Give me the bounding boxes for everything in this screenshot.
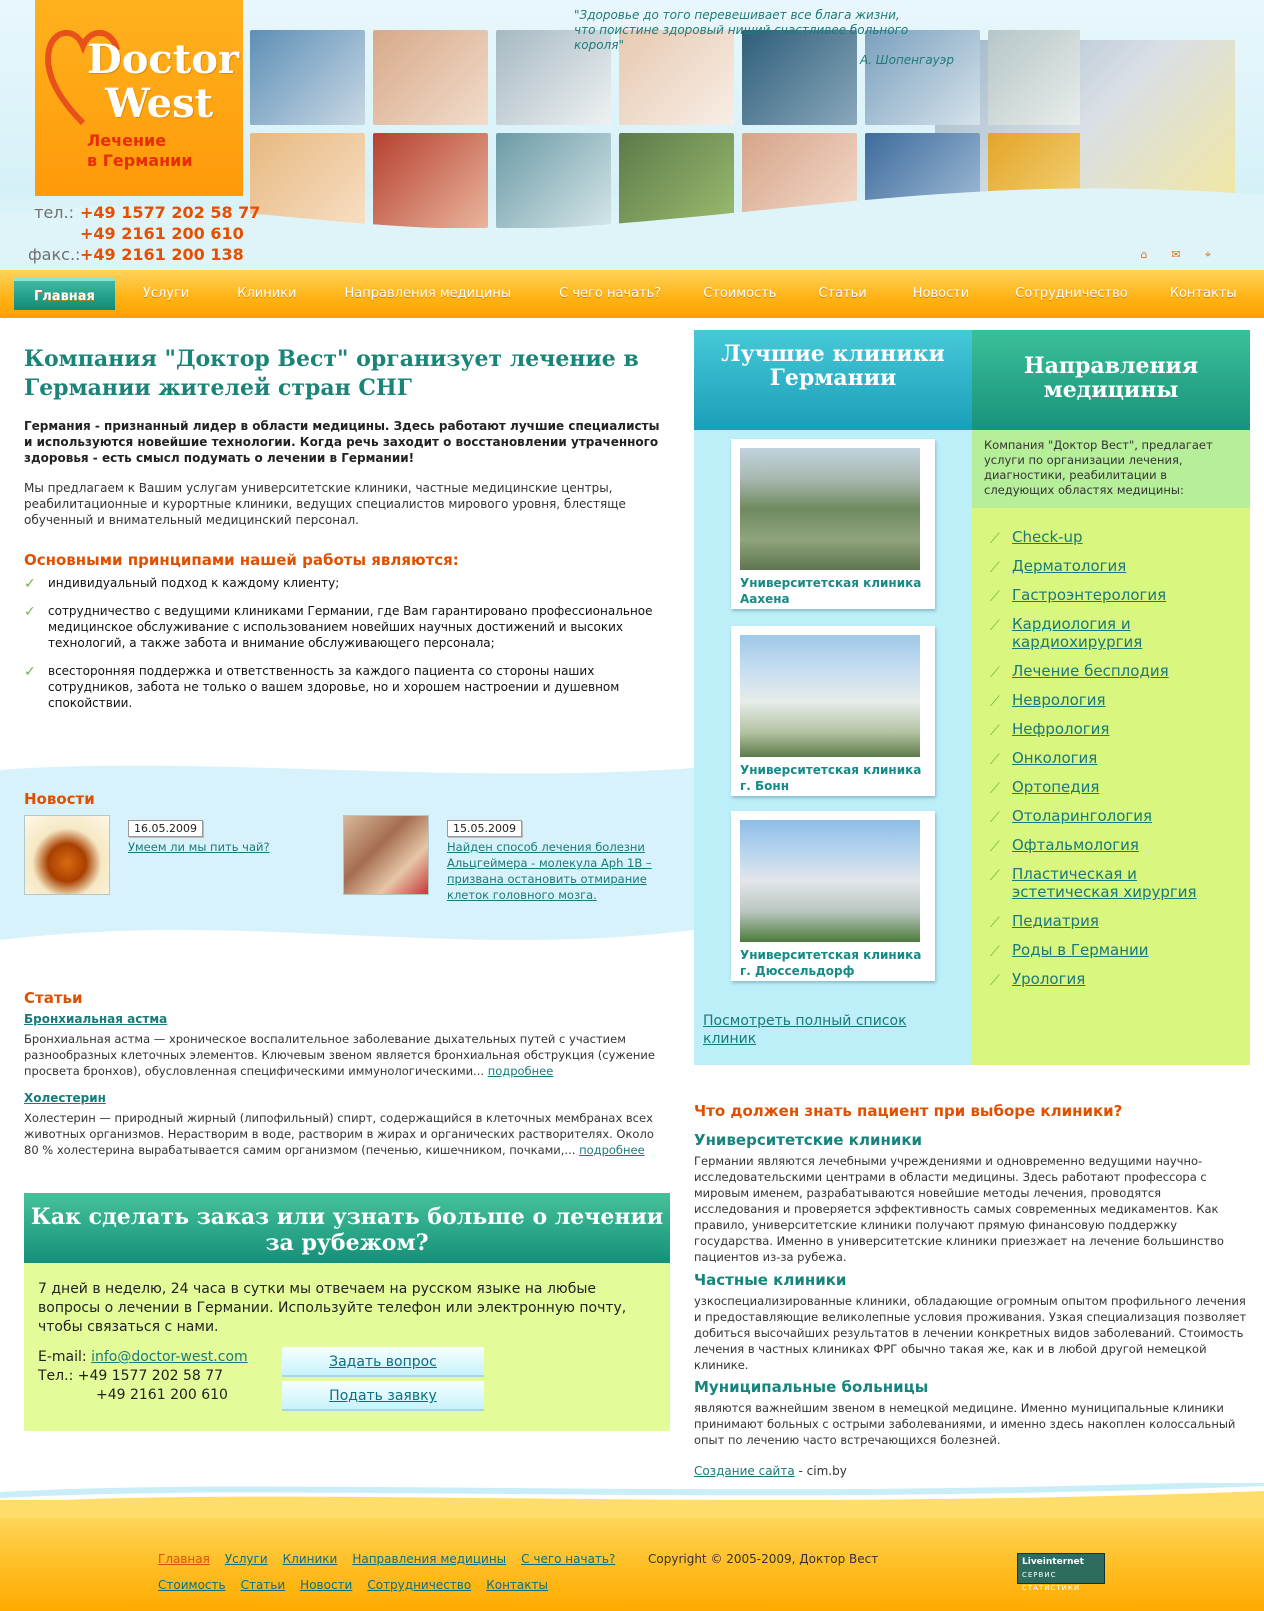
news-thumbnail-elderly[interactable]	[343, 815, 429, 895]
intro-text: Мы предлагаем к Вашим услугам университетские клиники, частные медицинские центры, реабилитационные и курортные клиники, ведущих специалистов мирового уровня, блестяще обученный и внимательный медицинский персонал.	[24, 481, 626, 527]
direction-link[interactable]: Неврология	[1012, 691, 1106, 709]
site-credits	[694, 1464, 847, 1478]
directions-heading: Направления медицины	[972, 330, 1250, 430]
phone-row	[28, 223, 260, 244]
article-title-link[interactable]: Бронхиальная астма	[24, 1012, 168, 1026]
phone-row	[28, 202, 260, 223]
news-date: 16.05.2009	[128, 820, 203, 837]
logo-sub-line1: Лечение	[87, 131, 167, 150]
order-text: 7 дней в неделю, 24 часа в сутки мы отвечаем на русском языке на любые вопросы о лечении в Германии. Используйте телефон или электронную почту, чтобы связаться с нами.	[38, 1281, 627, 1335]
list-item	[24, 575, 664, 591]
clinic-name[interactable]: Университетская клиника г. Бонн	[740, 763, 922, 793]
nav-item-directions[interactable]: Направления медицины	[344, 286, 512, 301]
leaf-icon: ⟋	[990, 531, 1000, 547]
footer-wave	[0, 1483, 1264, 1518]
direction-item[interactable]	[990, 615, 1240, 651]
footer-nav-row-1	[158, 1552, 615, 1566]
liveinternet-counter[interactable]	[1017, 1553, 1105, 1592]
fax-label: факс.:	[28, 245, 81, 264]
direction-link[interactable]: Нефрология	[1012, 720, 1110, 738]
footer-link-directions[interactable]: Направления медицины	[352, 1552, 507, 1566]
direction-item[interactable]	[990, 557, 1240, 575]
logo-line2: West	[105, 80, 214, 127]
leaf-check-icon: ✓	[24, 604, 36, 620]
direction-link[interactable]: Гастроэнтерология	[1012, 586, 1167, 604]
phone-label: тел.:	[34, 203, 74, 222]
news-link[interactable]: Найден способ лечения болезни Альцгеймера - молекула Aph 1B – призвана остановить отмирание клеток головного мозга.	[447, 840, 652, 902]
news-item	[24, 815, 324, 895]
direction-item[interactable]	[990, 586, 1240, 604]
clinics-heading: Лучшие клиники Германии	[694, 330, 972, 430]
leaf-icon: ⟋	[990, 694, 1000, 710]
principle-text: индивидуальный подход к каждому клиенту;	[48, 576, 340, 590]
order-heading: Как сделать заказ или узнать больше о лечении за рубежом?	[24, 1193, 670, 1263]
leaf-icon: ⟋	[990, 589, 1000, 605]
header-quote	[574, 8, 954, 68]
footer-link-cost[interactable]: Стоимость	[158, 1578, 226, 1592]
direction-link[interactable]: Дерматология	[1012, 557, 1127, 575]
leaf-icon: ⟋	[990, 781, 1000, 797]
direction-item[interactable]	[990, 970, 1240, 988]
article-title-link[interactable]: Холестерин	[24, 1091, 106, 1105]
header-phones	[28, 202, 260, 265]
direction-link[interactable]: Отоларингология	[1012, 807, 1153, 825]
email-label: E-mail:	[38, 1349, 87, 1365]
header-icons	[1137, 248, 1215, 262]
direction-link[interactable]: Урология	[1012, 970, 1086, 988]
nav-item-services[interactable]: Услуги	[142, 286, 190, 301]
counter-title: Liveinternet	[1022, 1557, 1084, 1567]
submit-request-button[interactable]: Подать заявку	[282, 1381, 484, 1411]
direction-link[interactable]: Check-up	[1012, 528, 1083, 546]
principle-text: всесторонняя поддержка и ответственность за каждого пациента со стороны наших сотрудников, забота не только о вашем здоровье, но и хорошем настроении и душевном спокойствии.	[48, 664, 620, 710]
credits-text: - cim.by	[794, 1464, 847, 1478]
clinic-name[interactable]: Университетская клиника г. Дюссельдорф	[740, 948, 922, 978]
clinic-name[interactable]: Университетская клиника Аахена	[740, 576, 922, 606]
articles-heading: Статьи	[24, 989, 83, 1007]
header	[0, 0, 1264, 270]
header-photo-tile	[250, 30, 365, 125]
direction-item[interactable]	[990, 836, 1240, 854]
header-photo-tile	[373, 30, 488, 125]
article-item	[24, 1011, 672, 1079]
faq-section-text: узкоспециализированные клиники, обладающие огромным опытом профильного лечения и предоставляющие великолепные условия проживания. Узкая специализация позволяет добиться высочайших результатов в лечении конкретных видов заболеваний. Стоимость лечения в частных клиниках ФРГ обычно такая же, как и в любой другой немецкой клинике.	[694, 1294, 1247, 1372]
article-item	[24, 1090, 672, 1158]
nav-item-news[interactable]: Новости	[912, 286, 970, 301]
leaf-check-icon: ✓	[24, 576, 36, 592]
faq-section-title: Муниципальные больницы	[694, 1378, 929, 1396]
faq-section-title: Университетские клиники	[694, 1131, 923, 1149]
clinic-photo-bonn[interactable]	[740, 635, 920, 757]
direction-link[interactable]: Роды в Германии	[1012, 941, 1149, 959]
faq-section-text: являются важнейшим звеном в немецкой медицине. Именно муниципальные клиники принимают больных с острыми заболеваниями, и именно здесь накоплен колоссальный опыт по лечению часто встречающихся болезней.	[694, 1401, 1236, 1447]
fax-row	[28, 244, 260, 265]
direction-item[interactable]	[990, 720, 1240, 738]
news-thumbnail-tea[interactable]	[24, 815, 110, 895]
direction-link[interactable]: Ортопедия	[1012, 778, 1100, 796]
clinic-card[interactable]	[731, 811, 935, 981]
list-item	[24, 663, 664, 711]
read-more-link[interactable]: подробнее	[579, 1143, 645, 1157]
nav-item-cost[interactable]: Стоимость	[703, 286, 777, 301]
leaf-icon: ⟋	[990, 752, 1000, 768]
leaf-icon: ⟋	[990, 560, 1000, 576]
copyright: Copyright © 2005-2009, Доктор Вест	[648, 1552, 879, 1566]
footer-link-cooperation[interactable]: Сотрудничество	[367, 1578, 472, 1592]
sitemap-icon[interactable]: ⌖	[1204, 248, 1212, 261]
news-heading: Новости	[24, 790, 95, 808]
clinic-photo-aachen[interactable]	[740, 448, 920, 570]
faq-section-text: Германии являются лечебными учреждениями и одновременно ведущими научно-исследовательскими центрами в области медицины. Здесь работают профессора с мировым именем, разрабатываются новейшие методы лечения, проводятся исследования и проверяется эффективность самых современных медикаментов. Как правило, университетские клиники получают прямую финансовую поддержку государства. Именно в университетские клиники приезжает на лечение большинство пациентов из-за рубежа.	[694, 1154, 1224, 1264]
order-contacts	[38, 1348, 248, 1405]
directions-intro: Компания "Доктор Вест", предлагает услуги по организации лечения, диагностики, реабилитации в следующих областях медицины:	[972, 430, 1250, 508]
direction-item[interactable]	[990, 941, 1240, 959]
direction-link[interactable]: Пластическая и эстетическая хирургия	[1012, 865, 1197, 901]
quote-author: А. Шопенгауэр	[859, 53, 954, 67]
header-photo-tile	[988, 30, 1080, 125]
news-date: 15.05.2009	[447, 820, 522, 837]
logo-sub-line2: в Германии	[87, 151, 193, 170]
read-more-link[interactable]: подробнее	[487, 1064, 554, 1078]
directions-list	[990, 528, 1240, 999]
leaf-icon: ⟋	[990, 915, 1000, 931]
direction-link[interactable]: Педиатрия	[1012, 912, 1099, 930]
leaf-icon: ⟋	[990, 723, 1000, 739]
nav-item-clinics[interactable]: Клиники	[237, 286, 297, 301]
leaf-icon: ⟋	[990, 810, 1000, 826]
direction-item[interactable]	[990, 807, 1240, 825]
faq-section-title: Частные клиники	[694, 1271, 847, 1289]
leaf-icon: ⟋	[990, 839, 1000, 855]
nav-item-home[interactable]: Главная	[14, 278, 115, 310]
principle-text: сотрудничество с ведущими клиниками Германии, где Вам гарантировано профессиональное медицинское обслуживание с использованием новейших научных достижений и высоких технологий, а также забота и внимание обслуживающего персонала;	[48, 604, 653, 650]
order-box	[24, 1193, 670, 1431]
footer-link-clinics[interactable]: Клиники	[282, 1552, 338, 1566]
phone-number: +49 1577 202 58 77	[77, 1368, 224, 1384]
leaf-icon: ⟋	[990, 944, 1000, 960]
main-nav	[0, 270, 1264, 318]
leaf-icon: ⟋	[990, 665, 1000, 681]
page-title: Компания "Доктор Вест" организует лечение в Германии жителей стран СНГ	[24, 346, 639, 401]
fax-number: +49 2161 200 138	[80, 245, 244, 264]
phone-number: +49 2161 200 610	[96, 1387, 228, 1403]
direction-item[interactable]	[990, 865, 1240, 901]
counter-subtitle: СЕРВИС СТАТИСТИКИ	[1022, 1571, 1081, 1592]
news-item	[343, 815, 652, 902]
principles-heading: Основными принципами нашей работы являются:	[24, 551, 459, 569]
quote-line1: "Здоровье до того перевешивает все блага жизни,	[574, 8, 900, 22]
principles-list	[24, 575, 664, 723]
ask-question-button[interactable]: Задать вопрос	[282, 1347, 484, 1377]
faq-heading: Что должен знать пациент при выборе клиники?	[694, 1102, 1123, 1120]
footer-link-news[interactable]: Новости	[300, 1578, 353, 1592]
home-icon[interactable]: ⌂	[1140, 248, 1148, 261]
direction-link[interactable]: Лечение бесплодия	[1012, 662, 1169, 680]
clinic-card[interactable]	[731, 439, 935, 609]
leaf-icon: ⟋	[990, 868, 1000, 884]
leaf-check-icon: ✓	[24, 664, 36, 680]
phone-number: +49 2161 200 610	[80, 224, 244, 243]
logo[interactable]	[35, 0, 243, 196]
logo-title	[87, 38, 239, 126]
intro-bold-text: Германия - признанный лидер в области медицины. Здесь работают лучшие специалисты и используются новейшие технологии. Когда речь заходит о восстановлении утраченного здоровья - есть смысл подумать о лечении в Германии!	[24, 419, 660, 465]
footer-link-articles[interactable]: Статьи	[240, 1578, 286, 1592]
phone-label	[28, 223, 80, 244]
nav-item-start[interactable]: С чего начать?	[559, 286, 662, 301]
list-item	[24, 603, 664, 651]
direction-item[interactable]	[990, 662, 1240, 680]
footer-nav-row-2	[158, 1578, 548, 1592]
clinic-card[interactable]	[731, 626, 935, 796]
direction-link[interactable]: Кардиология и кардиохирургия	[1012, 615, 1143, 651]
all-clinics-link[interactable]: Посмотреть полный список клиник	[703, 1013, 907, 1047]
direction-item[interactable]	[990, 778, 1240, 796]
footer-link-start[interactable]: С чего начать?	[521, 1552, 616, 1566]
nav-item-cooperation[interactable]: Сотрудничество	[1015, 286, 1128, 301]
logo-subtitle	[87, 131, 193, 171]
article-excerpt: Бронхиальная астма — хроническое воспалительное заболевание дыхательных путей с участием разнообразных клеточных элементов. Ключевым звеном является бронхиальная обструкция (сужение просвета бронхов), обусловленная специфическими иммунологическими...	[24, 1032, 655, 1078]
news-link[interactable]: Умеем ли мы пить чай?	[128, 840, 270, 854]
direction-item[interactable]	[990, 749, 1240, 767]
quote-line2: что поистине здоровый нищий счастливее больного короля"	[574, 23, 909, 52]
direction-item[interactable]	[990, 691, 1240, 709]
direction-link[interactable]: Офтальмология	[1012, 836, 1139, 854]
direction-item[interactable]	[990, 528, 1240, 546]
footer-link-contacts[interactable]: Контакты	[486, 1578, 548, 1592]
direction-item[interactable]	[990, 912, 1240, 930]
logo-line1: Doctor	[87, 36, 239, 83]
footer-link-home[interactable]: Главная	[158, 1552, 210, 1566]
clinic-photo-duesseldorf[interactable]	[740, 820, 920, 942]
leaf-icon: ⟋	[990, 618, 1000, 634]
leaf-icon: ⟋	[990, 973, 1000, 989]
nav-item-articles[interactable]: Статьи	[818, 286, 867, 301]
phone-label: Тел.:	[38, 1368, 74, 1384]
footer-link-services[interactable]: Услуги	[224, 1552, 268, 1566]
phone-number: +49 1577 202 58 77	[80, 203, 261, 222]
direction-link[interactable]: Онкология	[1012, 749, 1098, 767]
site-creation-link[interactable]: Создание сайта	[694, 1464, 795, 1478]
nav-item-contacts[interactable]: Контакты	[1169, 286, 1237, 301]
article-excerpt: Холестерин — природный жирный (липофильный) спирт, содержащийся в клеточных мембранах всех животных организмов. Нерастворим в воде, растворим в жирах и органических растворителях. Около 80 % холестерина вырабатывается самим организмом (печенью, кишечником, почками,...	[24, 1111, 654, 1157]
mail-icon[interactable]: ✉	[1171, 248, 1181, 261]
email-link[interactable]: info@doctor-west.com	[91, 1349, 248, 1365]
